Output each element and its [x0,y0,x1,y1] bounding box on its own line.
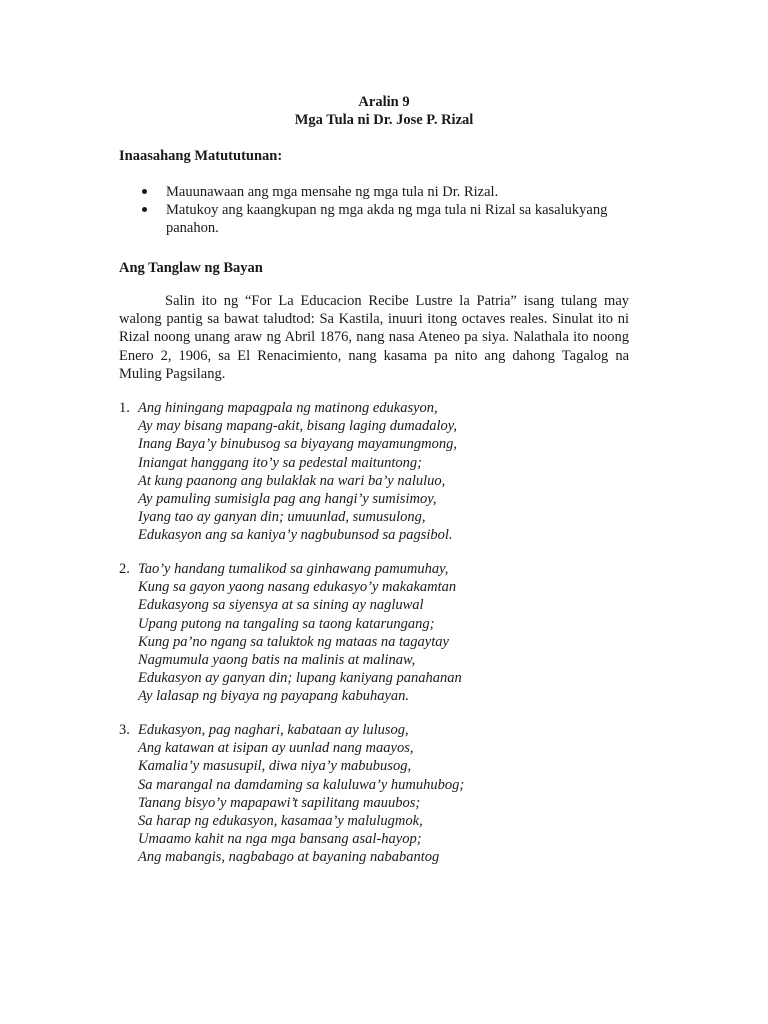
stanza-2 [119,560,639,706]
intro-paragraph: Salin ito ng “For La Educacion Recibe Lustre la Patria” isang tulang may walong pantig sa bawat taludtod: Sa Kastila, inuuri itong octaves reales. Sinulat ito ni Rizal noong unang araw ng Abril 1876, nang nasa Ateneo pa siya. Nalathala ito noong Enero 2, 1906, sa El Renacimiento, nang kasama pa nito ang dahong Tagalog na Muling Pagsilang. [119,293,629,382]
poem-line: Edukasyong sa siyensya at sa sining ay nagluwal [138,597,424,614]
objectives-list [119,183,639,237]
objectives-heading: Inaasahang Matututunan: [119,148,283,164]
poem-line: Ay lalasap ng biyaya ng payapang kabuhayan. [138,688,410,705]
stanza-number: 1. [119,400,130,416]
poem-line: Umaamo kahit na nga mga bansang asal-hayop; [138,831,422,848]
stanza-lines [138,721,639,867]
title-block [0,93,768,129]
poem-line: Edukasyon ang sa kaniya’y nagbubunsod sa pagsibol. [138,527,453,544]
poem-line: Edukasyon ay ganyan din; lupang kaniyang panahanan [138,670,462,687]
poem-line: Iyang tao ay ganyan din; umuunlad, sumusulong, [138,509,426,526]
stanza-number: 2. [119,561,130,577]
poem-line: Tao’y handang tumalikod sa ginhawang pamumuhay, [138,561,449,577]
bullet-icon [142,207,147,212]
poem-line: Sa harap ng edukasyon, kasamaa’y malulugmok, [138,813,423,830]
stanza-1 [119,399,639,545]
poem-line: Kamalia’y masusupil, diwa niya’y mabubusog, [138,758,412,775]
stanza-lines [138,399,639,545]
bullet-icon [142,189,147,194]
poem-line: Kung pa’no ngang sa taluktok ng mataas na tagaytay [138,633,449,650]
section-heading: Ang Tanglaw ng Bayan [119,260,263,276]
objective-text: Matukoy ang kaangkupan ng mga akda ng mga tula ni Rizal sa kasalukyang panahon. [166,202,608,236]
poem-line: Kung sa gayon yaong nasang edukasyo’y makakamtan [138,579,457,596]
poem-line: Nagmumula yaong batis na malinis at malinaw, [138,652,416,669]
poem-line: Tanang bisyo’y mapapawi’t sapilitang mauubos; [138,794,421,811]
poem-line: Ang mabangis, nagbabago at bayaning nababantog [138,849,440,866]
poem-line: Sa marangal na damdaming sa kaluluwa’y humuhubog; [138,776,465,793]
list-item [119,201,639,237]
poem-line: Iniangat hanggang ito’y sa pedestal maituntong; [138,454,422,471]
list-item [119,183,639,201]
lesson-title: Mga Tula ni Dr. Jose P. Rizal [294,112,474,128]
poem-line: Ay pamuling sumisigla pag ang hangi’y sumisimoy, [138,491,437,508]
poem-line: Edukasyon, pag naghari, kabataan ay lulusog, [138,722,409,738]
poem-line: Inang Baya’y binubusog sa biyayang mayamungmong, [138,436,457,453]
stanza-number: 3. [119,722,130,738]
lesson-number: Aralin 9 [358,94,410,110]
poem-line: Upang putong na tangaling sa taong katarungang; [138,615,435,632]
poem-line: Ang hiningang mapagpala ng matinong edukasyon, [138,400,438,416]
poem-line: Ay may bisang mapang-akit, bisang laging dumadaloy, [138,418,457,435]
objective-text: Mauunawaan ang mga mensahe ng mga tula ni Dr. Rizal. [166,184,499,200]
stanza-lines [138,560,639,706]
poem-line: Ang katawan at isipan ay uunlad nang maayos, [138,740,414,757]
poem-line: At kung paanong ang bulaklak na wari ba’y naluluo, [138,472,446,489]
stanza-3 [119,721,639,867]
